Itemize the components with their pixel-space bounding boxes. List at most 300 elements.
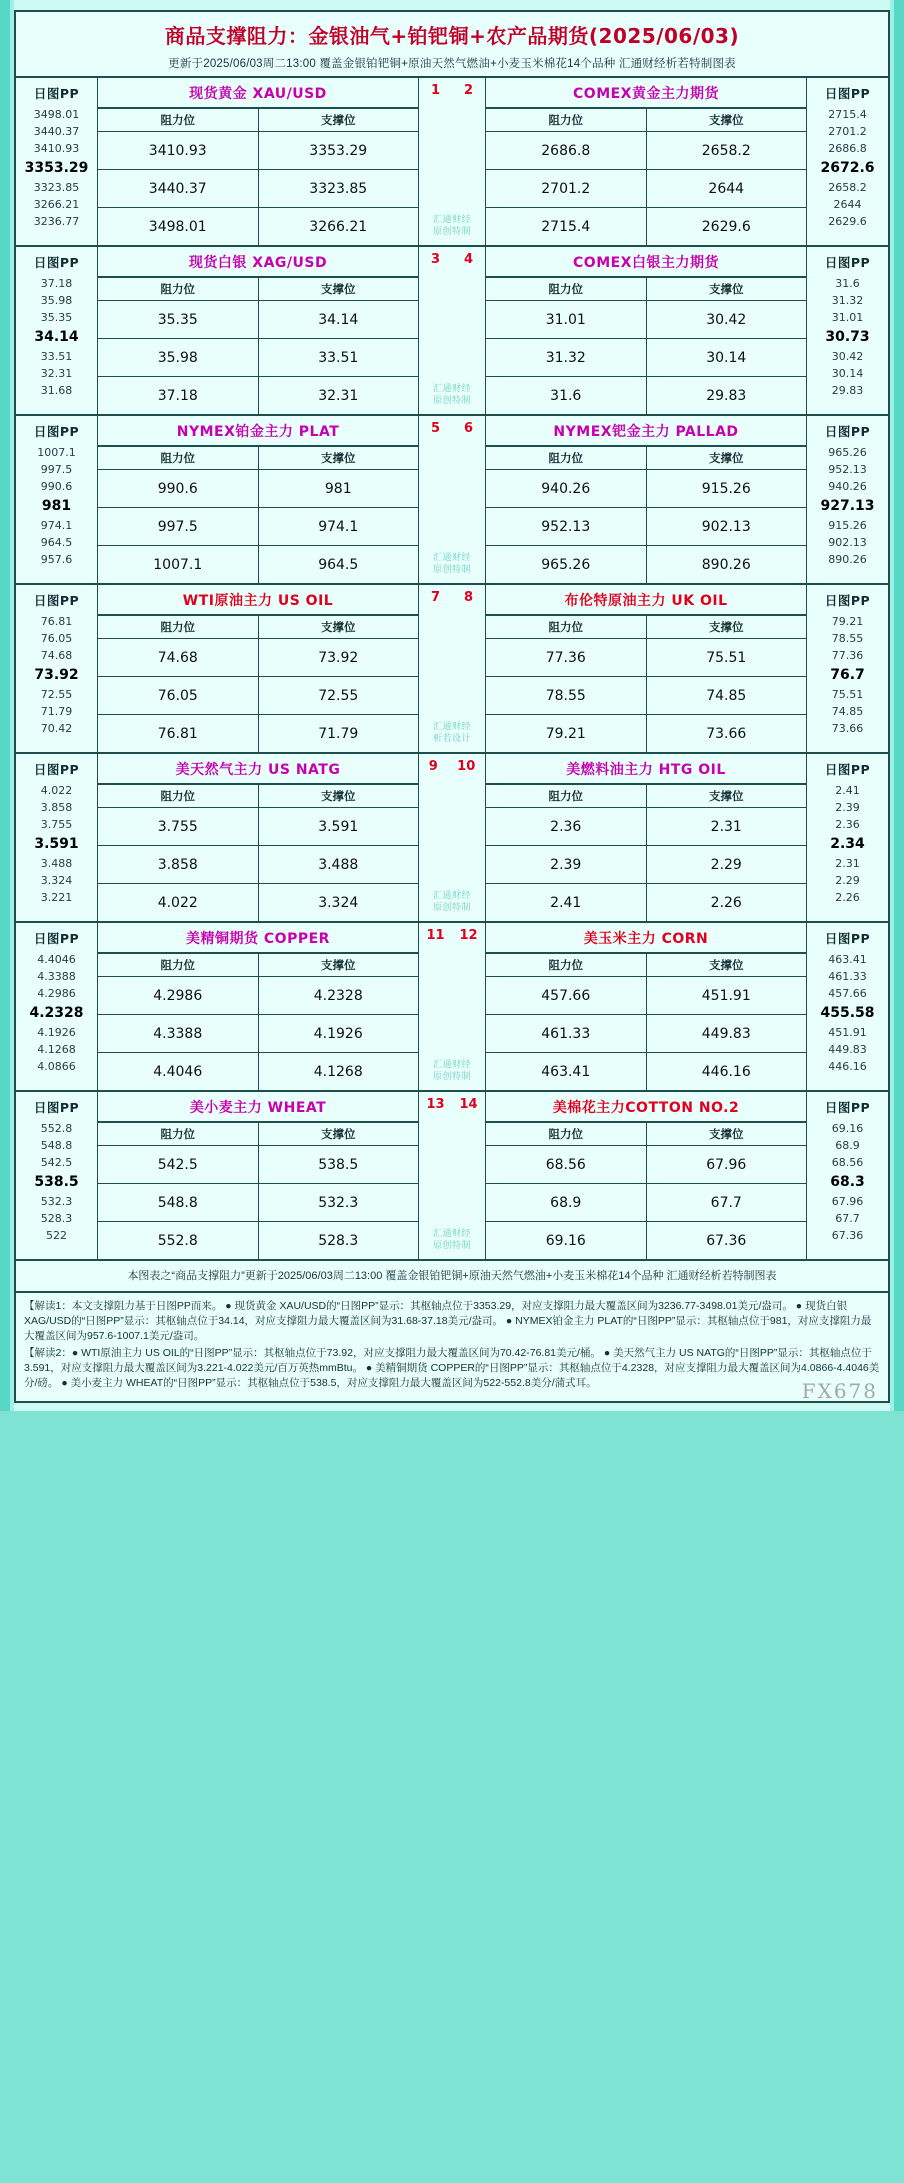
footer-explanation <box>16 1293 888 1401</box>
block-index: 1 <box>430 83 441 98</box>
pivot-point-value: 34.14 <box>34 329 79 345</box>
pivot-point-value: 76.7 <box>830 667 865 683</box>
level-value: 4.2986 <box>37 987 76 1000</box>
level-value: 532.3 <box>40 1195 73 1208</box>
watermark-line-1: 汇通财经 <box>432 214 471 224</box>
table-header-row <box>486 447 806 470</box>
level-value: 35.35 <box>40 311 73 324</box>
watermark-line-1: 汇通财经 <box>432 383 471 393</box>
column-header: 阻力位 <box>486 785 646 808</box>
level-value: 528.3 <box>40 1212 73 1225</box>
column-header: 支撑位 <box>258 616 418 639</box>
block-index-column <box>418 585 486 752</box>
instrument-title: 美燃料油主力 HTG OIL <box>486 754 806 784</box>
table-row <box>98 301 418 339</box>
column-header: 阻力位 <box>486 616 646 639</box>
instrument-block <box>16 585 888 754</box>
level-value: 67.36 <box>831 1229 864 1242</box>
watermark-signature: FX678 <box>801 1379 878 1403</box>
instrument-block <box>16 247 888 416</box>
level-value: 67.7 <box>835 1212 860 1225</box>
table-row <box>98 132 418 170</box>
instrument-title: NYMEX钯金主力 PALLAD <box>486 416 806 446</box>
level-value: 67.96 <box>831 1195 864 1208</box>
instrument-panel <box>98 754 418 921</box>
table-row <box>98 639 418 677</box>
pivot-levels-column <box>806 585 888 752</box>
level-value: 2.41 <box>835 784 860 797</box>
table-cell: 76.81 <box>98 715 258 753</box>
table-cell: 2.36 <box>486 808 646 846</box>
level-value: 76.05 <box>40 632 73 645</box>
pivot-levels-column <box>806 754 888 921</box>
instrument-block <box>16 78 888 247</box>
table-cell: 68.56 <box>486 1146 646 1184</box>
table-cell: 35.35 <box>98 301 258 339</box>
column-header: 支撑位 <box>646 109 806 132</box>
instrument-title: NYMEX铂金主力 PLAT <box>98 416 418 446</box>
table-cell: 4.4046 <box>98 1053 258 1091</box>
column-header: 阻力位 <box>486 1123 646 1146</box>
instrument-title: 布伦特原油主力 UK OIL <box>486 585 806 615</box>
pp-label: 日图PP <box>33 762 80 777</box>
block-index: 5 <box>430 421 441 436</box>
column-header: 支撑位 <box>258 1123 418 1146</box>
table-cell: 3410.93 <box>98 132 258 170</box>
pivot-point-value: 3.591 <box>34 836 79 852</box>
table-cell: 2686.8 <box>486 132 646 170</box>
table-row <box>486 1146 806 1184</box>
table-row <box>486 1222 806 1260</box>
block-index-numbers <box>419 247 485 267</box>
instrument-title: 现货白银 XAG/USD <box>98 247 418 277</box>
table-row <box>98 208 418 246</box>
table-header-row <box>486 1123 806 1146</box>
level-value: 68.9 <box>835 1139 860 1152</box>
block-index-numbers <box>419 416 485 436</box>
level-value: 69.16 <box>831 1122 864 1135</box>
watermark-line-2: 原创特制 <box>432 1071 471 1081</box>
table-header-row <box>486 785 806 808</box>
watermark <box>433 1058 471 1090</box>
level-value: 4.022 <box>40 784 73 797</box>
table-header-row <box>486 616 806 639</box>
instrument-block <box>16 754 888 923</box>
level-value: 3410.93 <box>33 142 80 155</box>
watermark <box>433 551 471 583</box>
table-cell: 69.16 <box>486 1222 646 1260</box>
table-cell: 461.33 <box>486 1015 646 1053</box>
table-cell: 4.2986 <box>98 977 258 1015</box>
table-cell: 3.591 <box>258 808 418 846</box>
level-value: 31.32 <box>831 294 864 307</box>
level-value: 33.51 <box>40 350 73 363</box>
table-cell: 2.26 <box>646 884 806 922</box>
level-value: 74.85 <box>831 705 864 718</box>
instrument-panel <box>486 78 806 245</box>
level-value: 2686.8 <box>828 142 867 155</box>
levels-table <box>486 615 806 752</box>
level-value: 3498.01 <box>33 108 80 121</box>
block-index-numbers <box>419 585 485 605</box>
table-cell: 73.66 <box>646 715 806 753</box>
level-value: 68.56 <box>831 1156 864 1169</box>
pivot-point-value: 2672.6 <box>820 160 875 176</box>
level-value: 957.6 <box>40 553 73 566</box>
block-index-numbers <box>419 923 485 943</box>
instrument-block <box>16 923 888 1092</box>
level-value: 74.68 <box>40 649 73 662</box>
table-cell: 528.3 <box>258 1222 418 1260</box>
level-value: 31.01 <box>831 311 864 324</box>
instrument-panel <box>98 923 418 1090</box>
instrument-title: WTI原油主力 US OIL <box>98 585 418 615</box>
table-cell: 548.8 <box>98 1184 258 1222</box>
explanation-line-1: 【解读1：本文支撑阻力基于日图PP而来。 ● 现货黄金 XAU/USD的“日图PP”显示：其枢轴点位于3353.29，对应支撑阻力最大覆盖区间为3236.77-3498.01美元/盎司。 ● 现货白银 XAG/USD的“日图PP”显示：其枢轴点位于34.14，对应支撑阻力最大覆盖区间为31.68-37.18美元/盎司。 ● NYMEX铂金主力 PLAT的“日图PP”显示：其枢轴点位于981，对应支撑阻力最大覆盖区间为957.6-1007.1美元/盎司。 <box>24 1300 872 1342</box>
instrument-panel <box>98 416 418 583</box>
level-value: 964.5 <box>40 536 73 549</box>
table-row <box>98 977 418 1015</box>
table-cell: 449.83 <box>646 1015 806 1053</box>
table-cell: 997.5 <box>98 508 258 546</box>
pivot-point-value: 2.34 <box>830 836 865 852</box>
pp-label: 日图PP <box>33 931 80 946</box>
pivot-point-value: 30.73 <box>825 329 870 345</box>
table-cell: 67.96 <box>646 1146 806 1184</box>
report-sheet <box>14 10 890 1403</box>
table-row <box>486 132 806 170</box>
table-cell: 915.26 <box>646 470 806 508</box>
watermark <box>433 382 471 414</box>
table-row <box>98 884 418 922</box>
table-row <box>486 170 806 208</box>
table-cell: 67.36 <box>646 1222 806 1260</box>
table-cell: 3498.01 <box>98 208 258 246</box>
pivot-levels-column <box>16 78 98 245</box>
column-header: 支撑位 <box>258 278 418 301</box>
pivot-levels-column <box>806 78 888 245</box>
table-cell: 72.55 <box>258 677 418 715</box>
block-index: 8 <box>463 590 474 605</box>
table-header-row <box>486 109 806 132</box>
table-header-row <box>98 447 418 470</box>
table-row <box>486 884 806 922</box>
instrument-block <box>16 1092 888 1261</box>
table-row <box>98 470 418 508</box>
pp-label: 日图PP <box>33 255 80 270</box>
table-cell: 31.32 <box>486 339 646 377</box>
explanation-line-2: 【解读2：● WTI原油主力 US OIL的“日图PP”显示：其枢轴点位于73.92，对应支撑阻力最大覆盖区间为70.42-76.81美元/桶。 ● 美天然气主力 US NATG的“日图PP”显示：其枢轴点位于3.591，对应支撑阻力最大覆盖区间为3.221-4.022美元/百万英热mmBtu。 ● 美精铜期货 COPPER的“日图PP”显示：其枢轴点位于4.2328，对应支撑阻力最大覆盖区间为4.0866-4.4046美分/磅。 ● 美小麦主力 WHEAT的“日图PP”显示：其枢轴点位于538.5，对应支撑阻力最大覆盖区间为522-552.8美分/蒲式耳。 <box>24 1347 880 1389</box>
table-cell: 542.5 <box>98 1146 258 1184</box>
pivot-point-value: 4.2328 <box>29 1005 84 1021</box>
table-row <box>486 546 806 584</box>
table-cell: 3440.37 <box>98 170 258 208</box>
block-index-column <box>418 923 486 1090</box>
level-value: 30.14 <box>831 367 864 380</box>
header-subtitle: 更新于2025/06/03周二13:00 覆盖金银铂钯铜+原油天然气燃油+小麦玉米棉花14个品种 汇通财经析若特制图表 <box>168 58 736 70</box>
table-header-row <box>98 616 418 639</box>
instrument-panel <box>98 585 418 752</box>
instrument-title: 美小麦主力 WHEAT <box>98 1092 418 1122</box>
watermark-line-1: 汇通财经 <box>432 890 471 900</box>
table-cell: 902.13 <box>646 508 806 546</box>
pivot-point-value: 3353.29 <box>24 160 89 176</box>
pivot-levels-column <box>16 754 98 921</box>
table-row <box>486 715 806 753</box>
level-value: 31.68 <box>40 384 73 397</box>
instrument-panel <box>486 247 806 414</box>
levels-table <box>98 953 418 1090</box>
pivot-point-value: 73.92 <box>34 667 79 683</box>
pp-label: 日图PP <box>824 86 871 101</box>
table-cell: 67.7 <box>646 1184 806 1222</box>
table-row <box>486 1053 806 1091</box>
table-row <box>98 377 418 415</box>
column-header: 支撑位 <box>646 278 806 301</box>
table-cell: 71.79 <box>258 715 418 753</box>
table-cell: 538.5 <box>258 1146 418 1184</box>
table-row <box>486 977 806 1015</box>
watermark-line-2: 原创特制 <box>432 902 471 912</box>
level-value: 4.1926 <box>37 1026 76 1039</box>
instrument-title: COMEX白银主力期货 <box>486 247 806 277</box>
table-cell: 29.83 <box>646 377 806 415</box>
level-value: 457.66 <box>828 987 867 1000</box>
instrument-panel <box>486 923 806 1090</box>
level-value: 70.42 <box>40 722 73 735</box>
block-index: 7 <box>430 590 441 605</box>
column-header: 阻力位 <box>486 109 646 132</box>
column-header: 支撑位 <box>646 616 806 639</box>
level-value: 3.324 <box>40 874 73 887</box>
block-index-numbers <box>419 78 485 98</box>
table-cell: 2658.2 <box>646 132 806 170</box>
level-value: 2.29 <box>835 874 860 887</box>
levels-table <box>98 1122 418 1259</box>
table-row <box>486 1184 806 1222</box>
level-value: 2.26 <box>835 891 860 904</box>
pivot-levels-column <box>16 585 98 752</box>
block-index: 11 <box>426 928 445 943</box>
table-cell: 3.324 <box>258 884 418 922</box>
block-index: 2 <box>463 83 474 98</box>
pp-label: 日图PP <box>824 931 871 946</box>
levels-table <box>98 615 418 752</box>
level-value: 2629.6 <box>828 215 867 228</box>
level-value: 32.31 <box>40 367 73 380</box>
table-cell: 3266.21 <box>258 208 418 246</box>
watermark-line-1: 汇通财经 <box>432 721 471 731</box>
levels-table <box>98 784 418 921</box>
levels-table <box>486 446 806 583</box>
instrument-title: 现货黄金 XAU/USD <box>98 78 418 108</box>
table-cell: 2644 <box>646 170 806 208</box>
level-value: 2.36 <box>835 818 860 831</box>
table-cell: 76.05 <box>98 677 258 715</box>
table-row <box>98 1053 418 1091</box>
block-index: 3 <box>430 252 441 267</box>
instrument-title: 美玉米主力 CORN <box>486 923 806 953</box>
watermark-line-2: 原创特制 <box>432 564 471 574</box>
watermark <box>433 889 471 921</box>
level-value: 29.83 <box>831 384 864 397</box>
level-value: 522 <box>46 1229 67 1242</box>
block-index: 10 <box>457 759 476 774</box>
column-header: 阻力位 <box>98 1123 258 1146</box>
table-cell: 974.1 <box>258 508 418 546</box>
level-value: 4.1268 <box>37 1043 76 1056</box>
table-row <box>98 339 418 377</box>
instrument-panel <box>98 247 418 414</box>
block-index-numbers <box>419 1092 485 1112</box>
level-value: 30.42 <box>831 350 864 363</box>
table-cell: 3.488 <box>258 846 418 884</box>
level-value: 76.81 <box>40 615 73 628</box>
table-cell: 532.3 <box>258 1184 418 1222</box>
watermark <box>433 213 471 245</box>
instrument-panel <box>486 1092 806 1259</box>
levels-table <box>98 446 418 583</box>
instrument-panel <box>486 416 806 583</box>
level-value: 3440.37 <box>33 125 80 138</box>
instrument-title: 美天然气主力 US NATG <box>98 754 418 784</box>
table-cell: 4.022 <box>98 884 258 922</box>
table-cell: 78.55 <box>486 677 646 715</box>
block-index-column <box>418 78 486 245</box>
table-cell: 30.42 <box>646 301 806 339</box>
pivot-levels-column <box>16 1092 98 1259</box>
levels-table <box>486 277 806 414</box>
table-cell: 2701.2 <box>486 170 646 208</box>
level-value: 3.858 <box>40 801 73 814</box>
table-header-row <box>98 954 418 977</box>
level-value: 449.83 <box>828 1043 867 1056</box>
table-cell: 3323.85 <box>258 170 418 208</box>
level-value: 3236.77 <box>33 215 80 228</box>
level-value: 31.6 <box>835 277 860 290</box>
table-row <box>486 639 806 677</box>
levels-table <box>98 277 418 414</box>
level-value: 3323.85 <box>33 181 80 194</box>
level-value: 78.55 <box>831 632 864 645</box>
instrument-panel <box>98 78 418 245</box>
block-index: 4 <box>463 252 474 267</box>
table-cell: 965.26 <box>486 546 646 584</box>
table-cell: 2.29 <box>646 846 806 884</box>
level-value: 552.8 <box>40 1122 73 1135</box>
table-cell: 4.1268 <box>258 1053 418 1091</box>
table-row <box>486 377 806 415</box>
table-cell: 457.66 <box>486 977 646 1015</box>
level-value: 451.91 <box>828 1026 867 1039</box>
watermark <box>433 720 471 752</box>
block-index: 13 <box>426 1097 445 1112</box>
level-value: 3266.21 <box>33 198 80 211</box>
table-cell: 952.13 <box>486 508 646 546</box>
pivot-levels-column <box>806 1092 888 1259</box>
table-cell: 74.85 <box>646 677 806 715</box>
pivot-point-value: 981 <box>41 498 72 514</box>
block-index: 12 <box>459 928 478 943</box>
column-header: 支撑位 <box>646 954 806 977</box>
table-cell: 34.14 <box>258 301 418 339</box>
watermark-line-2: 原创特制 <box>432 226 471 236</box>
table-row <box>98 1184 418 1222</box>
pp-label: 日图PP <box>33 1100 80 1115</box>
page-title: 商品支撑阻力：金银油气+铂钯铜+农产品期货(2025/06/03) <box>164 24 740 48</box>
table-row <box>98 677 418 715</box>
level-value: 2.39 <box>835 801 860 814</box>
table-cell: 74.68 <box>98 639 258 677</box>
table-row <box>486 1015 806 1053</box>
table-cell: 31.01 <box>486 301 646 339</box>
column-header: 支撑位 <box>646 447 806 470</box>
pp-label: 日图PP <box>33 424 80 439</box>
block-index-numbers <box>419 754 485 774</box>
table-cell: 890.26 <box>646 546 806 584</box>
table-cell: 2.39 <box>486 846 646 884</box>
instrument-title: 美棉花主力COTTON NO.2 <box>486 1092 806 1122</box>
block-index-column <box>418 247 486 414</box>
pivot-levels-column <box>806 247 888 414</box>
pp-label: 日图PP <box>824 762 871 777</box>
watermark-line-2: 原创特制 <box>432 395 471 405</box>
footer-note: 本图表之“商品支撑阻力”更新于2025/06/03周二13:00 覆盖金银铂钯铜+原油天然气燃油+小麦玉米棉花14个品种 汇通财经析若特制图表 <box>16 1261 888 1293</box>
pivot-point-value: 68.3 <box>830 1174 865 1190</box>
pivot-point-value: 455.58 <box>820 1005 875 1021</box>
block-index-column <box>418 416 486 583</box>
level-value: 77.36 <box>831 649 864 662</box>
table-header-row <box>98 1123 418 1146</box>
table-row <box>486 301 806 339</box>
table-row <box>486 846 806 884</box>
levels-table <box>486 784 806 921</box>
table-row <box>486 677 806 715</box>
table-cell: 35.98 <box>98 339 258 377</box>
table-header-row <box>98 785 418 808</box>
column-header: 阻力位 <box>98 447 258 470</box>
table-row <box>98 846 418 884</box>
blocks-container <box>16 78 888 1261</box>
table-cell: 463.41 <box>486 1053 646 1091</box>
level-value: 4.3388 <box>37 970 76 983</box>
level-value: 4.0866 <box>37 1060 76 1073</box>
column-header: 阻力位 <box>98 616 258 639</box>
pp-label: 日图PP <box>33 86 80 101</box>
watermark-line-2: 原创特制 <box>432 1240 471 1250</box>
level-value: 75.51 <box>831 688 864 701</box>
level-value: 2.31 <box>835 857 860 870</box>
column-header: 阻力位 <box>98 954 258 977</box>
level-value: 974.1 <box>40 519 73 532</box>
watermark-line-1: 汇通财经 <box>432 1059 471 1069</box>
level-value: 446.16 <box>828 1060 867 1073</box>
pp-label: 日图PP <box>824 424 871 439</box>
pp-label: 日图PP <box>33 593 80 608</box>
pp-label: 日图PP <box>824 1100 871 1115</box>
table-cell: 30.14 <box>646 339 806 377</box>
levels-table <box>486 953 806 1090</box>
column-header: 支撑位 <box>258 447 418 470</box>
table-cell: 68.9 <box>486 1184 646 1222</box>
level-value: 965.26 <box>828 446 867 459</box>
table-row <box>98 715 418 753</box>
pp-label: 日图PP <box>824 593 871 608</box>
watermark <box>433 1227 471 1259</box>
level-value: 3.755 <box>40 818 73 831</box>
table-cell: 3353.29 <box>258 132 418 170</box>
level-value: 890.26 <box>828 553 867 566</box>
